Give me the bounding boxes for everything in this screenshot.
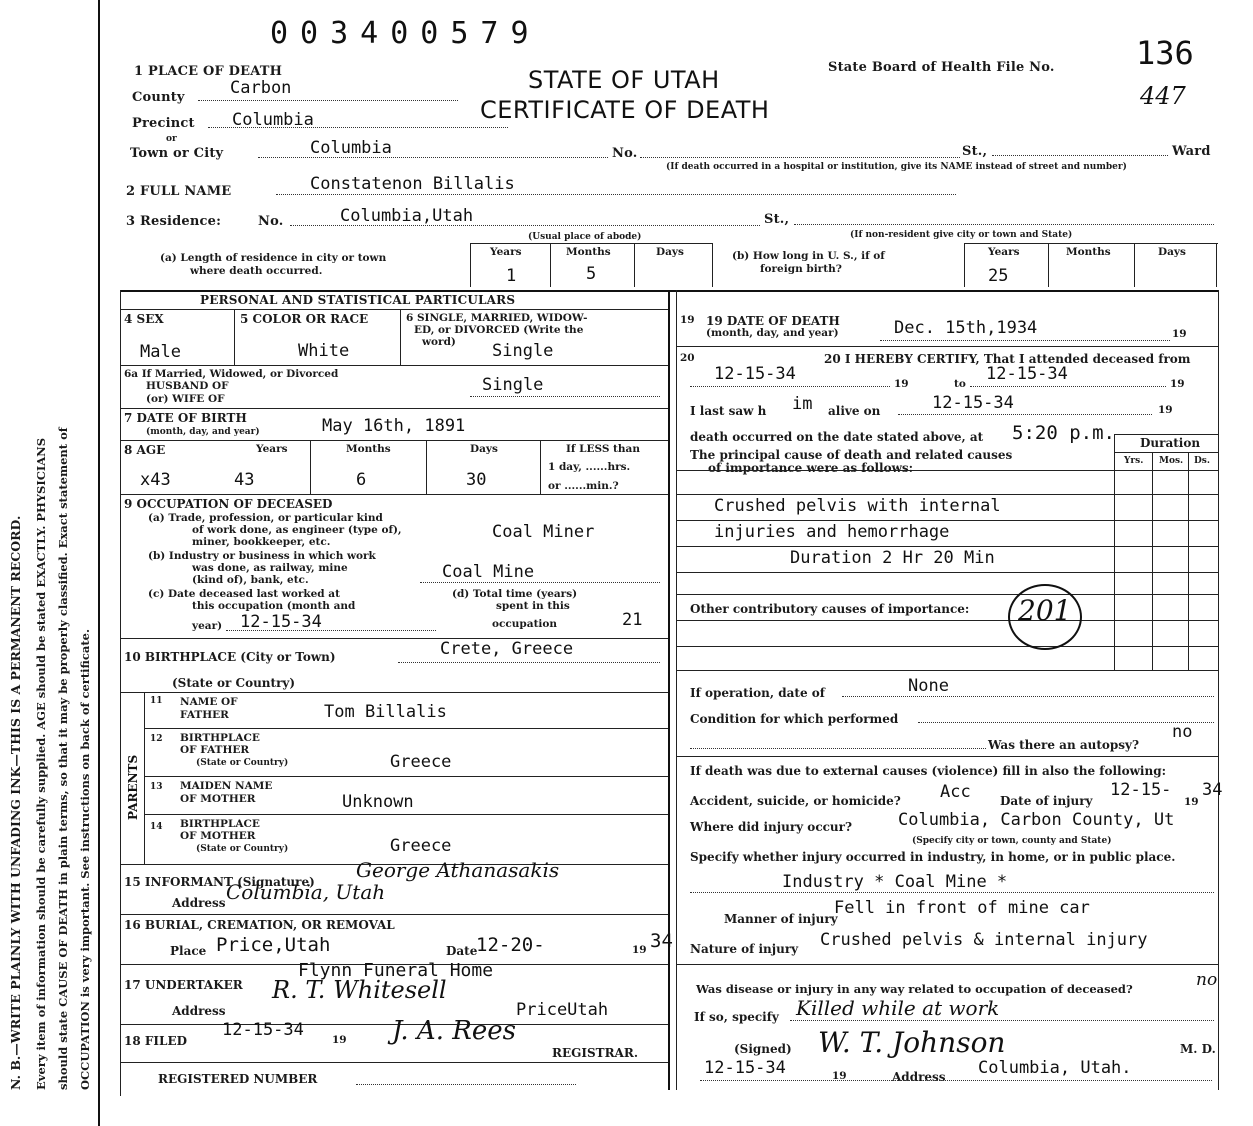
dob-label-2: (month, day, and year) (146, 427, 260, 437)
informant-signature: George Athanasakis (356, 858, 560, 882)
father-value: Tom Billalis (324, 702, 447, 722)
burial-place-value: Price,Utah (216, 934, 331, 956)
attended-from-19: 19 (894, 378, 909, 390)
certify-num: 20 (680, 352, 695, 364)
alive-on-label: alive on (828, 404, 881, 418)
ward-label: Ward (1172, 144, 1211, 159)
age-label: 8 AGE (124, 443, 166, 457)
town-label: Town or City (130, 146, 224, 161)
filed-value: 12-15-34 (222, 1020, 304, 1040)
duration-header: Duration (1140, 436, 1201, 450)
mother-label-2: OF MOTHER (180, 793, 256, 805)
res-years-header: Years (490, 246, 522, 258)
state-heading: STATE OF UTAH (528, 66, 720, 94)
signed-label: (Signed) (734, 1042, 792, 1056)
last-saw-pronoun: im (792, 394, 813, 414)
sex-value: Male (140, 342, 181, 362)
age-months-value: 6 (356, 470, 367, 490)
attended-to-value: 12-15-34 (986, 364, 1068, 384)
injury-date-value: 12-15- (1110, 780, 1172, 800)
us-label-b: foreign birth? (760, 263, 842, 275)
father-birth-num: 12 (150, 734, 163, 744)
undertaker-label: 17 UNDERTAKER (124, 978, 243, 992)
mother-birth-label-1: BIRTHPLACE (180, 818, 260, 830)
where-value: Columbia, Carbon County, Ut (898, 810, 1175, 830)
informant-label: 15 INFORMANT (Signature) (124, 875, 315, 889)
father-birth-label-2: OF FATHER (180, 744, 250, 756)
cause-line-3: Duration 2 Hr 20 Min (790, 548, 995, 568)
informant-address-value: Columbia, Utah (226, 880, 386, 904)
mother-value: Unknown (342, 792, 414, 812)
precinct-value: Columbia (232, 110, 314, 130)
dod-label-2: (month, day, and year) (706, 327, 839, 339)
res-months-value: 5 (586, 264, 597, 284)
external-causes-label: If death was due to external causes (violence) fill in also the following: (690, 764, 1167, 778)
marital-value: Single (492, 341, 554, 361)
age-years-value: 43 (234, 470, 255, 490)
occ-c-label-3: year) (192, 620, 223, 632)
undertaker-address-value: PriceUtah (516, 1000, 609, 1020)
father-label-1: NAME OF (180, 696, 238, 708)
us-months-header: Months (1066, 246, 1111, 258)
death-time-value: 5:20 p.m. (1012, 422, 1115, 444)
less-than-2: 1 day, ......hrs. (548, 461, 631, 473)
mother-birth-label-3: (State or Country) (196, 844, 289, 854)
usual-abode-note: (Usual place of abode) (528, 232, 642, 242)
cause-label-2: of importance were as follows: (708, 461, 914, 475)
undertaker-value: Flynn Funeral Home (298, 960, 494, 981)
length-residence-label-a: (a) Length of residence in city or town (160, 252, 387, 264)
file-no-label: State Board of Health File No. (828, 60, 1055, 75)
residence-value: Columbia,Utah (340, 206, 474, 226)
signature-19: 19 (832, 1070, 847, 1082)
town-value: Columbia (310, 138, 392, 158)
sidebar-line-1: N. B.—WRITE PLAINLY WITH UNFADING INK—THIS IS A PERMANENT RECORD. (8, 515, 23, 1090)
marital-label-1: 6 SINGLE, MARRIED, WIDOW- (406, 312, 588, 324)
father-birth-label-3: (State or Country) (196, 758, 289, 768)
occ-a-label-3: miner, bookkeeper, etc. (192, 536, 331, 548)
or-label: or (166, 134, 177, 144)
place-header: 1 PLACE OF DEATH (134, 64, 283, 79)
sex-label: 4 SEX (124, 312, 164, 326)
occ-d-label-1: (d) Total time (years) (452, 588, 578, 600)
res-days-header: Days (656, 246, 684, 258)
occ-a-label-2: of work done, as engineer (type of), (192, 524, 402, 536)
age-months-header: Months (346, 443, 391, 455)
residence-no-label: No. (258, 214, 284, 229)
less-than-3: or ......min.? (548, 480, 619, 492)
occupation-header: 9 OCCUPATION OF DECEASED (124, 497, 333, 511)
injury-19-label: 19 (1184, 796, 1199, 808)
residence-label: 3 Residence: (126, 214, 222, 229)
undertaker-address-label: Address (172, 1004, 226, 1018)
last-saw-19: 19 (1158, 404, 1173, 416)
burial-19-label: 19 (632, 944, 647, 956)
mother-birth-num: 14 (150, 822, 163, 832)
spouse-value: Single (482, 375, 544, 395)
industry-value: Industry * Coal Mine * (782, 872, 1008, 892)
dod-value: Dec. 15th,1934 (894, 318, 1038, 338)
age-days-header: Days (470, 443, 498, 455)
related-occupation-label: Was disease or injury in any way related to occupation of deceased? (696, 982, 1133, 996)
full-name-label: 2 FULL NAME (126, 184, 232, 199)
duration-mos-header: Mos. (1159, 456, 1184, 466)
signature-date: 12-15-34 (704, 1058, 786, 1078)
burial-date-label: Date (446, 944, 478, 958)
manner-label: Manner of injury (724, 912, 838, 926)
accident-value: Acc (940, 782, 971, 802)
dob-value: May 16th, 1891 (322, 416, 466, 436)
registrar-signature: J. A. Rees (392, 1016, 516, 1046)
color-value: White (298, 341, 350, 361)
occ-c-value: 12-15-34 (240, 612, 322, 632)
duration-ds-header: Ds. (1194, 456, 1211, 466)
occ-c-label-1: (c) Date deceased last worked at (148, 588, 340, 600)
us-years-header: Years (988, 246, 1020, 258)
where-note: (Specify city or town, county and State) (912, 836, 1112, 846)
specify-place-label: Specify whether injury occurred in industry, in home, or in public place. (690, 850, 1176, 864)
dod-num: 19 (680, 314, 695, 326)
county-label: County (132, 90, 185, 105)
signature-address-label: Address (892, 1070, 946, 1084)
autopsy-value: no (1172, 722, 1193, 742)
cause-label-1: The principal cause of death and related causes (690, 448, 1013, 462)
state-country-label: (State or Country) (172, 676, 296, 690)
residence-st-label: St., (764, 212, 790, 227)
file-no-value: 136 (1136, 34, 1194, 72)
non-resident-note: (If non-resident give city or town and State) (850, 230, 1073, 240)
marital-label-2: ED, or DIVORCED (Write the (414, 324, 584, 336)
nature-value: Crushed pelvis & internal injury (820, 930, 1148, 950)
spouse-label-3: (or) WIFE OF (146, 393, 225, 405)
last-saw-label: I last saw h (690, 404, 767, 418)
res-years-value: 1 (506, 266, 517, 286)
age-days-value: 30 (466, 470, 487, 490)
birthplace-label: 10 BIRTHPLACE (City or Town) (124, 650, 336, 664)
operation-value: None (908, 676, 949, 696)
us-label-a: (b) How long in U. S., if of (732, 250, 885, 262)
attended-to-label: to (954, 378, 966, 390)
us-days-header: Days (1158, 246, 1186, 258)
precinct-label: Precinct (132, 116, 195, 131)
cause-line-2: injuries and hemorrhage (714, 522, 950, 542)
father-num: 11 (150, 696, 163, 706)
parents-label: PARENTS (126, 754, 140, 820)
full-name-value: Constatenon Billalis (310, 174, 515, 194)
registrar-label: REGISTRAR. (552, 1046, 639, 1060)
sidebar-line-2: Every item of information should be carefully supplied. AGE should be stated EXACTLY. PHYSICIANS (34, 437, 48, 1090)
injury-year-value: 34 (1202, 780, 1223, 800)
attended-to-19: 19 (1170, 378, 1185, 390)
personal-header: PERSONAL AND STATISTICAL PARTICULARS (200, 293, 516, 307)
color-label: 5 COLOR OR RACE (240, 312, 369, 326)
father-birth-label-1: BIRTHPLACE (180, 732, 260, 744)
md-label: M. D. (1180, 1042, 1216, 1056)
hospital-note: (If death occurred in a hospital or institution, give its NAME instead of street and number) (666, 162, 1127, 172)
signature-address-value: Columbia, Utah. (978, 1058, 1132, 1078)
occ-b-label-3: (kind of), bank, etc. (192, 574, 309, 586)
age-years-header: Years (256, 443, 288, 455)
accident-label: Accident, suicide, or homicide? (690, 794, 901, 808)
left-border (98, 0, 100, 1126)
dob-label-1: 7 DATE OF BIRTH (124, 411, 247, 425)
certificate-title: CERTIFICATE OF DEATH (480, 96, 770, 124)
occ-c-label-2: this occupation (month and (192, 600, 356, 612)
mother-birth-value: Greece (390, 836, 452, 856)
undertaker-signature: R. T. Whitesell (272, 976, 447, 1004)
birthplace-value: Crete, Greece (440, 639, 574, 659)
condition-label: Condition for which performed (690, 712, 899, 726)
autopsy-label: Was there an autopsy? (988, 738, 1140, 752)
mother-birth-label-2: OF MOTHER (180, 830, 256, 842)
res-months-header: Months (566, 246, 611, 258)
dod-label-1: 19 DATE OF DEATH (706, 314, 840, 328)
burial-label: 16 BURIAL, CREMATION, OR REMOVAL (124, 918, 395, 932)
physician-signature: W. T. Johnson (818, 1026, 1006, 1059)
occ-b-label-1: (b) Industry or business in which work (148, 550, 376, 562)
occ-d-label-3: occupation (492, 618, 558, 630)
occ-d-label-2: spent in this (496, 600, 570, 612)
operation-label: If operation, date of (690, 686, 825, 700)
occ-a-value: Coal Miner (492, 522, 595, 542)
us-years-value: 25 (988, 266, 1009, 286)
father-birth-value: Greece (390, 752, 452, 772)
other-causes-label: Other contributory causes of importance: (690, 602, 970, 616)
death-time-label: death occurred on the date stated above, at (690, 430, 984, 444)
duration-yrs-header: Yrs. (1124, 456, 1144, 466)
if-so-value: Killed while at work (796, 996, 1000, 1020)
marital-label-3: word) (422, 336, 456, 348)
length-residence-label-b: where death occurred. (190, 265, 323, 277)
informant-address-label: Address (172, 896, 226, 910)
burial-place-label: Place (170, 944, 207, 958)
occ-a-label-1: (a) Trade, profession, or particular kind (148, 512, 383, 524)
burial-date-value: 12-20- (476, 934, 545, 956)
certify-label: 20 I HEREBY CERTIFY, That I attended deceased from (824, 352, 1191, 366)
related-occupation-value: no (1196, 970, 1218, 990)
no-label: No. (612, 146, 638, 161)
occ-b-label-2: was done, as railway, mine (192, 562, 348, 574)
spouse-label-1: 6a If Married, Widowed, or Divorced (124, 368, 339, 380)
county-value: Carbon (230, 78, 292, 98)
spouse-label-2: HUSBAND OF (146, 380, 229, 392)
cause-line-1: Crushed pelvis with internal (714, 496, 1001, 516)
certificate-number: 003400579 (270, 16, 541, 51)
sidebar-line-3: should state CAUSE OF DEATH in plain terms, so that it may be properly classified. Exact statement of (56, 427, 70, 1090)
attended-from-value: 12-15-34 (714, 364, 796, 384)
sidebar-line-4: OCCUPATION is very important. See instructions on back of certificate. (78, 629, 92, 1090)
where-label: Where did injury occur? (690, 820, 853, 834)
less-than-1: If LESS than (566, 443, 640, 455)
file-no-extra: 447 (1140, 82, 1186, 110)
registered-number-label: REGISTERED NUMBER (158, 1072, 318, 1086)
cause-code: 201 (1018, 594, 1072, 627)
mother-label-1: MAIDEN NAME (180, 780, 273, 792)
nature-label: Nature of injury (690, 942, 799, 956)
last-saw-date: 12-15-34 (932, 393, 1014, 413)
filed-label: 18 FILED (124, 1034, 187, 1048)
occ-d-value: 21 (622, 610, 643, 630)
burial-year-value: 34 (650, 930, 673, 952)
if-so-label: If so, specify (694, 1010, 779, 1024)
occ-b-value: Coal Mine (442, 562, 535, 582)
age-prefix: x43 (140, 470, 171, 490)
father-label-2: FATHER (180, 709, 229, 721)
st-label: St., (962, 144, 988, 159)
injury-date-label: Date of injury (1000, 794, 1093, 808)
manner-value: Fell in front of mine car (834, 898, 1090, 918)
dod-19-label: 19 (1172, 328, 1187, 340)
filed-19-label: 19 (332, 1034, 347, 1046)
mother-num: 13 (150, 782, 163, 792)
